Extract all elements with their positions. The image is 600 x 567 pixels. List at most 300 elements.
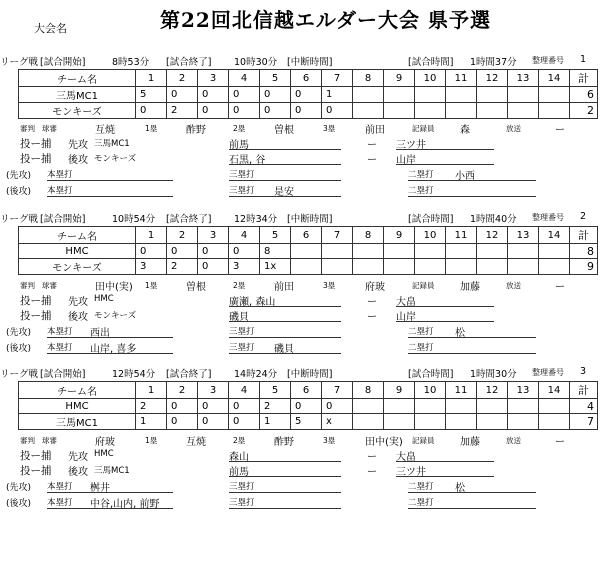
break-label: [中断時間]	[287, 214, 333, 225]
inning-score-cell	[384, 244, 415, 259]
inning-score-cell	[508, 399, 539, 414]
triple-underline	[229, 337, 341, 338]
catcher-underline	[396, 164, 494, 165]
second-base-label: 2塁	[233, 436, 246, 445]
inning-header: 3	[198, 70, 229, 87]
double-underline	[408, 196, 536, 197]
duration-time: 1時間40分	[470, 214, 517, 225]
team-name-cell: モンキーズ	[19, 103, 136, 119]
first-base-umpire: 互焼	[186, 437, 206, 448]
pitcher-underline	[229, 476, 341, 477]
inning-score-cell: 0	[229, 399, 260, 414]
inning-score-cell	[477, 103, 508, 119]
inning-score-cell: 0	[291, 103, 322, 119]
inning-score-cell	[353, 259, 384, 275]
inning-header: 1	[136, 227, 167, 244]
second-base-umpire: 酢野	[274, 437, 294, 448]
home-run-hitters: 桝井	[90, 483, 110, 494]
first-base-umpire: 曽根	[186, 282, 206, 293]
inning-score-cell: 0	[198, 399, 229, 414]
inning-header: 5	[260, 382, 291, 399]
home-run-underline	[47, 180, 173, 181]
inning-header: 12	[477, 227, 508, 244]
league-label: リーグ戦	[0, 57, 39, 68]
inning-header: 3	[198, 382, 229, 399]
minus-separator: ー	[367, 140, 377, 151]
batting-order-label: 後攻	[68, 155, 88, 166]
pitcher-underline	[229, 321, 341, 322]
recorder: 加藤	[460, 437, 480, 448]
inning-header: 1	[136, 70, 167, 87]
batting-order-label: 後攻	[68, 467, 88, 478]
home-run-label: 本塁打	[47, 482, 73, 492]
inning-header: 12	[477, 70, 508, 87]
inning-score-cell: 0	[322, 399, 353, 414]
home-run-underline	[47, 196, 173, 197]
inning-header: 7	[322, 227, 353, 244]
inning-header: 9	[384, 227, 415, 244]
inning-score-cell	[477, 259, 508, 275]
page-title: 第22回北信越エルダー大会 県予選	[160, 8, 491, 32]
inning-header: 10	[415, 227, 446, 244]
duration-label: [試合時間]	[408, 369, 454, 380]
umpires-line	[20, 121, 600, 135]
double-underline	[408, 180, 536, 181]
third-base-umpire: 前田	[365, 125, 385, 136]
plate-umpire: 互焼	[95, 125, 115, 136]
battery-team: モンキーズ	[94, 154, 137, 164]
triple-label: 三塁打	[229, 498, 255, 508]
inning-score-cell: 0	[229, 244, 260, 259]
inning-score-cell	[539, 87, 570, 103]
catcher-underline	[396, 476, 494, 477]
double-underline	[408, 337, 536, 338]
inning-score-cell	[477, 414, 508, 430]
inning-score-cell: 1	[322, 87, 353, 103]
inning-score-cell	[477, 244, 508, 259]
pitcher-underline	[229, 149, 341, 150]
plate-umpire: 府玻	[95, 437, 115, 448]
seiri-label: 整理番号	[532, 213, 564, 222]
inning-score-cell	[446, 87, 477, 103]
break-label: [中断時間]	[287, 369, 333, 380]
team-total-cell: 9	[570, 259, 598, 275]
double-label: 二塁打	[408, 482, 434, 492]
game-header	[0, 211, 600, 225]
double-hitters: 小西	[455, 171, 475, 182]
inning-score-cell	[415, 87, 446, 103]
first-base-label: 1塁	[145, 124, 158, 133]
catcher-underline	[396, 306, 494, 307]
inning-score-cell: 3	[229, 259, 260, 275]
inning-score-cell	[322, 244, 353, 259]
inning-score-cell: 0	[198, 87, 229, 103]
inning-header: 2	[167, 70, 198, 87]
seiri-label: 整理番号	[532, 56, 564, 65]
scoreboard-team-row	[19, 244, 598, 259]
league-label: リーグ戦	[0, 214, 39, 225]
catcher-underline	[396, 321, 494, 322]
catchers: 山岸	[396, 155, 416, 166]
total-column-header: 計	[570, 70, 598, 87]
inning-score-cell: 5	[291, 414, 322, 430]
inning-score-cell: 0	[322, 103, 353, 119]
battery-team: モンキーズ	[94, 311, 137, 321]
inning-score-cell	[322, 259, 353, 275]
inning-score-cell: x	[322, 414, 353, 430]
inning-score-cell	[508, 414, 539, 430]
total-column-header: 計	[570, 227, 598, 244]
battery-row	[0, 151, 600, 167]
inning-score-cell: 0	[229, 103, 260, 119]
inning-header: 14	[539, 227, 570, 244]
triple-underline	[229, 180, 341, 181]
catcher-underline	[396, 149, 494, 150]
inning-score-cell: 0	[291, 399, 322, 414]
total-column-header: 計	[570, 382, 598, 399]
broadcast-label: 放送	[506, 281, 521, 290]
end-label: [試合終了]	[166, 214, 212, 225]
third-base-umpire: 府玻	[365, 282, 385, 293]
inning-header: 4	[229, 227, 260, 244]
home-run-label: 本塁打	[47, 343, 73, 353]
inning-score-cell	[446, 414, 477, 430]
hits-row	[0, 324, 600, 340]
inning-score-cell: 0	[198, 103, 229, 119]
pitchers: 廣瀬, 森山	[229, 297, 276, 308]
game-number: 1	[580, 54, 587, 65]
shinpan-label: 審判	[20, 281, 35, 290]
inning-score-cell	[508, 259, 539, 275]
team-name-cell: モンキーズ	[19, 259, 136, 275]
inning-header: 14	[539, 382, 570, 399]
start-time: 8時53分	[112, 57, 150, 68]
battery-label: 投ー捕	[20, 450, 52, 462]
inning-score-cell	[353, 244, 384, 259]
inning-score-cell	[508, 87, 539, 103]
triple-underline	[229, 353, 341, 354]
end-time: 14時24分	[234, 369, 278, 380]
triple-underline	[229, 508, 341, 509]
home-run-hitters: 中谷,山内, 前野	[90, 499, 160, 510]
hits-row	[0, 340, 600, 356]
inning-header: 11	[446, 70, 477, 87]
inning-score-cell	[415, 103, 446, 119]
team-total-cell: 4	[570, 399, 598, 414]
inning-score-cell	[539, 259, 570, 275]
triple-hitters: 磯貝	[274, 344, 294, 355]
catchers: 山岸	[396, 312, 416, 323]
triple-label: 三塁打	[229, 343, 255, 353]
inning-score-cell: 3	[136, 259, 167, 275]
inning-score-cell	[384, 87, 415, 103]
double-label: 二塁打	[408, 343, 434, 353]
batting-side-label: (後攻)	[6, 187, 32, 197]
double-underline	[408, 508, 536, 509]
minus-separator: ー	[367, 467, 377, 478]
second-base-umpire: 前田	[274, 282, 294, 293]
inning-score-cell: 0	[198, 259, 229, 275]
minus-separator: ー	[367, 312, 377, 323]
end-label: [試合終了]	[166, 57, 212, 68]
inning-score-cell	[384, 399, 415, 414]
minus-separator: ー	[367, 297, 377, 308]
inning-header: 7	[322, 70, 353, 87]
catcher-underline	[396, 461, 494, 462]
inning-score-cell	[384, 259, 415, 275]
inning-score-cell	[291, 244, 322, 259]
umpires-line	[20, 433, 600, 447]
game-number: 3	[580, 366, 587, 377]
inning-score-cell	[353, 87, 384, 103]
battery-label: 投ー捕	[20, 295, 52, 307]
record-label: 記録員	[412, 281, 435, 290]
inning-header: 13	[508, 382, 539, 399]
shinpan-label: 審判	[20, 124, 35, 133]
taikai-label: 大会名	[34, 22, 67, 35]
inning-score-cell: 2	[167, 259, 198, 275]
team-name-cell: HMC	[19, 399, 136, 414]
inning-score-cell: 2	[167, 103, 198, 119]
scoreboard-team-row	[19, 259, 598, 275]
double-hitters: 松	[455, 483, 465, 494]
double-label: 二塁打	[408, 170, 434, 180]
battery-team: 三馬MC1	[94, 466, 130, 476]
end-time: 12時34分	[234, 214, 278, 225]
minus-separator: ー	[367, 452, 377, 463]
triple-hitters: 是安	[274, 187, 294, 198]
double-label: 二塁打	[408, 186, 434, 196]
inning-score-cell: 0	[291, 87, 322, 103]
inning-score-cell	[446, 259, 477, 275]
team-total-cell: 6	[570, 87, 598, 103]
battery-team: 三馬MC1	[94, 139, 130, 149]
batting-order-label: 先攻	[68, 452, 88, 463]
team-column-header: チーム名	[19, 382, 136, 399]
inning-score-cell: 0	[167, 87, 198, 103]
scoreboard-team-row	[19, 399, 598, 414]
inning-score-cell	[508, 103, 539, 119]
inning-header: 11	[446, 382, 477, 399]
inning-header: 2	[167, 382, 198, 399]
home-run-label: 本塁打	[47, 186, 73, 196]
seiri-label: 整理番号	[532, 368, 564, 377]
hits-row	[0, 495, 600, 511]
batting-side-label: (先攻)	[6, 328, 32, 338]
first-base-umpire: 酢野	[186, 125, 206, 136]
inning-score-cell	[539, 244, 570, 259]
start-label: [試合開始]	[40, 214, 86, 225]
home-run-label: 本塁打	[47, 327, 73, 337]
inning-score-cell	[291, 259, 322, 275]
kyushin-label: 球審	[42, 281, 57, 290]
second-base-label: 2塁	[233, 281, 246, 290]
inning-score-cell: 0	[167, 414, 198, 430]
inning-header: 10	[415, 382, 446, 399]
battery-row	[0, 448, 600, 464]
inning-score-cell	[508, 244, 539, 259]
team-name-cell: 三馬MC1	[19, 87, 136, 103]
home-run-hitters: 西出	[90, 328, 110, 339]
broadcaster: ー	[555, 282, 565, 293]
inning-header: 3	[198, 227, 229, 244]
inning-header: 9	[384, 382, 415, 399]
inning-header: 12	[477, 382, 508, 399]
inning-score-cell: 8	[260, 244, 291, 259]
inning-score-cell: 0	[167, 399, 198, 414]
battery-row	[0, 136, 600, 152]
scoreboard-header-row	[19, 70, 598, 87]
catchers: 大畠	[396, 297, 416, 308]
battery-row	[0, 463, 600, 479]
catchers: 三ツ井	[396, 140, 426, 151]
inning-header: 8	[353, 70, 384, 87]
duration-time: 1時間30分	[470, 369, 517, 380]
team-total-cell: 8	[570, 244, 598, 259]
duration-time: 1時間37分	[470, 57, 517, 68]
inning-score-cell: 2	[260, 399, 291, 414]
scoreboard-table	[18, 69, 598, 119]
game-header	[0, 366, 600, 380]
inning-score-cell: 5	[136, 87, 167, 103]
battery-team: HMC	[94, 449, 114, 459]
batting-side-label: (先攻)	[6, 483, 32, 493]
third-base-label: 3塁	[323, 436, 336, 445]
inning-score-cell	[384, 414, 415, 430]
inning-header: 13	[508, 70, 539, 87]
batting-side-label: (先攻)	[6, 171, 32, 181]
inning-score-cell: 0	[136, 103, 167, 119]
batting-order-label: 先攻	[68, 297, 88, 308]
double-label: 二塁打	[408, 327, 434, 337]
break-label: [中断時間]	[287, 57, 333, 68]
inning-score-cell	[415, 414, 446, 430]
second-base-label: 2塁	[233, 124, 246, 133]
end-time: 10時30分	[234, 57, 278, 68]
inning-score-cell: 0	[260, 103, 291, 119]
scoreboard-team-row	[19, 103, 598, 119]
home-run-underline	[47, 508, 173, 509]
recorder: 森	[460, 125, 470, 136]
inning-header: 14	[539, 70, 570, 87]
inning-score-cell: 0	[260, 87, 291, 103]
second-base-umpire: 曽根	[274, 125, 294, 136]
batting-side-label: (後攻)	[6, 344, 32, 354]
inning-score-cell: 1	[260, 414, 291, 430]
inning-header: 8	[353, 227, 384, 244]
third-base-umpire: 田中(実)	[365, 437, 403, 448]
inning-score-cell: 1x	[260, 259, 291, 275]
inning-score-cell	[446, 244, 477, 259]
inning-score-cell	[415, 244, 446, 259]
team-column-header: チーム名	[19, 227, 136, 244]
pitcher-underline	[229, 306, 341, 307]
inning-score-cell	[353, 103, 384, 119]
inning-header: 4	[229, 382, 260, 399]
double-hitters: 松	[455, 328, 465, 339]
recorder: 加藤	[460, 282, 480, 293]
battery-label: 投ー捕	[20, 310, 52, 322]
pitcher-underline	[229, 461, 341, 462]
inning-header: 8	[353, 382, 384, 399]
inning-header: 6	[291, 382, 322, 399]
inning-score-cell: 2	[136, 399, 167, 414]
home-run-label: 本塁打	[47, 498, 73, 508]
hits-row	[0, 167, 600, 183]
inning-score-cell	[384, 103, 415, 119]
duration-label: [試合時間]	[408, 214, 454, 225]
catchers: 大畠	[396, 452, 416, 463]
umpires-line	[20, 278, 600, 292]
scoreboard-table	[18, 226, 598, 275]
first-base-label: 1塁	[145, 281, 158, 290]
double-underline	[408, 353, 536, 354]
team-name-cell: 三馬MC1	[19, 414, 136, 430]
triple-label: 三塁打	[229, 186, 255, 196]
league-label: リーグ戦	[0, 369, 39, 380]
inning-header: 1	[136, 382, 167, 399]
home-run-underline	[47, 492, 173, 493]
inning-score-cell: 1	[136, 414, 167, 430]
battery-label: 投ー捕	[20, 465, 52, 477]
inning-score-cell: 0	[136, 244, 167, 259]
inning-score-cell: 0	[167, 244, 198, 259]
hits-row	[0, 183, 600, 199]
scoreboard-team-row	[19, 87, 598, 103]
broadcaster: ー	[555, 437, 565, 448]
catchers: 三ツ井	[396, 467, 426, 478]
inning-header: 10	[415, 70, 446, 87]
triple-underline	[229, 492, 341, 493]
battery-label: 投ー捕	[20, 138, 52, 150]
team-total-cell: 2	[570, 103, 598, 119]
battery-row	[0, 308, 600, 324]
inning-header: 2	[167, 227, 198, 244]
inning-header: 9	[384, 70, 415, 87]
inning-score-cell	[415, 399, 446, 414]
triple-label: 三塁打	[229, 482, 255, 492]
triple-label: 三塁打	[229, 327, 255, 337]
kyushin-label: 球審	[42, 436, 57, 445]
scoreboard-header-row	[19, 227, 598, 244]
broadcast-label: 放送	[506, 124, 521, 133]
first-base-label: 1塁	[145, 436, 158, 445]
record-label: 記録員	[412, 124, 435, 133]
game-number: 2	[580, 211, 587, 222]
team-column-header: チーム名	[19, 70, 136, 87]
start-time: 12時54分	[112, 369, 156, 380]
inning-header: 13	[508, 227, 539, 244]
inning-header: 11	[446, 227, 477, 244]
home-run-underline	[47, 353, 173, 354]
game-header	[0, 54, 600, 68]
inning-score-cell	[539, 414, 570, 430]
inning-score-cell	[353, 414, 384, 430]
kyushin-label: 球審	[42, 124, 57, 133]
inning-score-cell	[539, 103, 570, 119]
inning-score-cell	[539, 399, 570, 414]
inning-score-cell	[477, 87, 508, 103]
batting-order-label: 後攻	[68, 312, 88, 323]
end-label: [試合終了]	[166, 369, 212, 380]
home-run-underline	[47, 337, 173, 338]
team-name-cell: HMC	[19, 244, 136, 259]
inning-score-cell	[446, 399, 477, 414]
batting-side-label: (後攻)	[6, 499, 32, 509]
scoreboard-header-row	[19, 382, 598, 399]
plate-umpire: 田中(実)	[95, 282, 133, 293]
third-base-label: 3塁	[323, 124, 336, 133]
